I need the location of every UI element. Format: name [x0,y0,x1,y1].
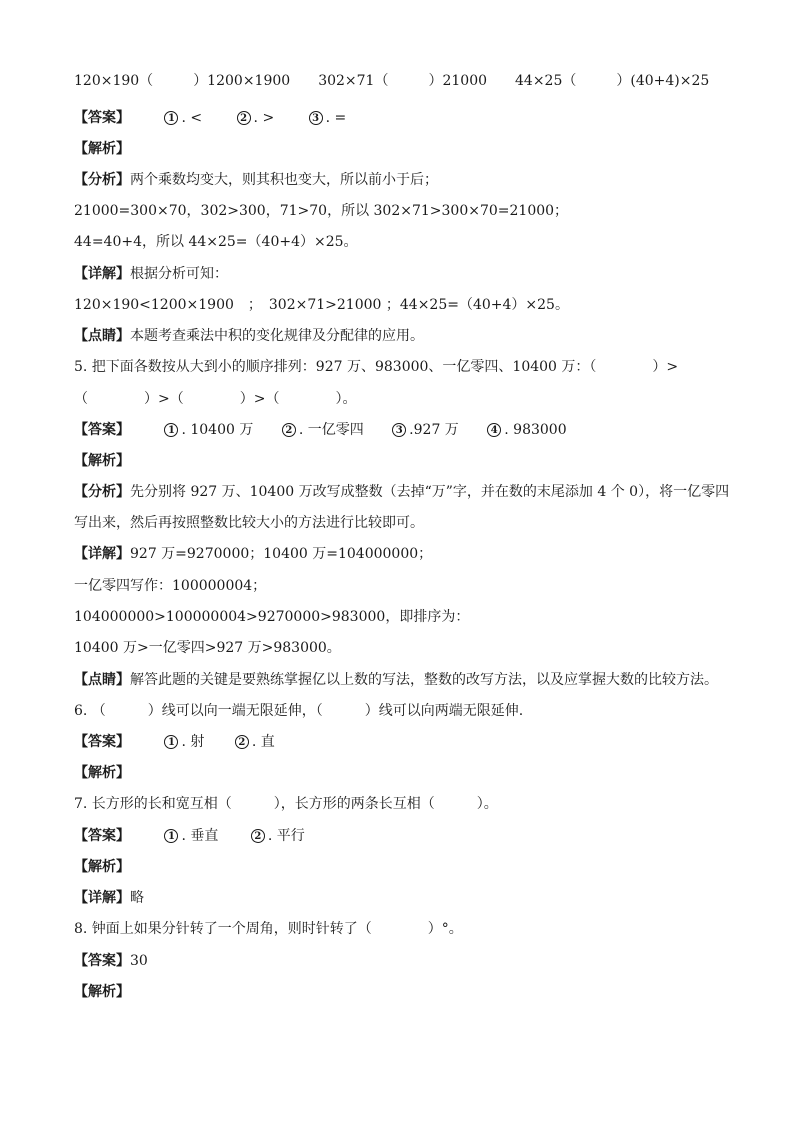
q4-cmp3-left: 44×25（ [515,73,577,89]
q4-cmp3-right: ）(40+4)×25 [616,73,710,89]
detail-line: 一亿零四写作：100000004； [74,578,267,594]
jiexi-heading: 【解析】 [74,141,130,157]
circled-number: 2 [251,829,265,843]
answer-item: 2 . 平行 [251,827,305,845]
circled-number: 3 [392,423,406,437]
circled-number: 2 [237,111,251,125]
q5-answer-line [74,421,734,439]
answer-tag: 【答案】 [74,734,130,750]
comment-line [74,327,734,345]
detail-line [74,889,734,907]
q4-cmp1-right: ）1200×1900 [193,73,291,89]
q4-cmp1-left: 120×190（ [74,73,154,89]
answer-item: 1 . 垂直 [164,827,218,845]
circled-number: 2 [282,423,296,437]
comment-line [74,671,734,689]
analysis-tag: 【分析】 [74,172,130,188]
detail-tag: 【详解】 [74,890,130,906]
q5-stem: 5. 把下面各数按从大到小的顺序排列：927 万、983000、一亿零四、10400 万：（ ）> [74,359,679,375]
circled-number: 1 [164,423,178,437]
answer-value: > [262,110,275,126]
answer-value: 垂直 [190,828,219,844]
answer-item: 3 .927 万 [392,421,459,439]
answer-value: < [190,110,203,126]
q6-stem: 6. （ ）线可以向一端无限延伸，（ ）线可以向两端无限延伸. [74,703,524,719]
answer-value: 30 [130,953,148,969]
answer-value: = [334,110,347,126]
q5-stem-cont: （ ）>（ ）>（ ）。 [74,391,357,407]
answer-tag: 【答案】 [74,953,130,969]
answer-item: 2 . 一亿零四 [282,421,364,439]
detail-text: 927 万=9270000；10400 万=104000000； [130,546,433,562]
answer-tag: 【答案】 [74,828,130,844]
answer-item: 1 . 射 [164,733,204,751]
q4-cmp2-left: 302×71（ [318,73,389,89]
analysis-line: 写出来，然后再按照整数比较大小的方法进行比较即可。 [74,515,424,531]
answer-value: 927 万 [413,422,459,438]
analysis-text: 先分别将 927 万、10400 万改写成整数（去掉“万”字，并在数的末尾添加 4 个 0），将一亿零四 [130,484,730,500]
answer-item: 2 . 直 [235,733,275,751]
answer-value: 直 [260,734,275,750]
q4-answer-line [74,109,734,127]
comment-tag: 【点睛】 [74,672,130,688]
comment-text: 本题考查乘法中积的变化规律及分配律的应用。 [130,328,424,344]
analysis-line [74,483,734,501]
answer-value: 平行 [276,828,305,844]
q8-answer-line [74,952,734,970]
q4-stem [74,72,734,90]
answer-value: 983000 [513,422,567,438]
jiexi-heading: 【解析】 [74,859,130,875]
answer-value: 一亿零四 [307,422,364,438]
circled-number: 2 [235,735,249,749]
analysis-line [74,171,734,189]
detail-tag: 【详解】 [74,266,130,282]
detail-text: 根据分析可知： [130,266,228,282]
answer-tag: 【答案】 [74,110,130,126]
analysis-text: 两个乘数均变大，则其积也变大，所以前小于后； [130,172,438,188]
jiexi-heading: 【解析】 [74,453,130,469]
q8-stem: 8. 钟面上如果分针转了一个周角，则时针转了（ ）°。 [74,921,463,937]
analysis-line: 44=40+4，所以 44×25=（40+4）×25。 [74,234,358,250]
answer-item: 3 . = [309,109,347,127]
answer-value: 10400 万 [190,422,254,438]
q7-answer-line [74,827,734,845]
circled-number: 1 [164,829,178,843]
detail-line: 10400 万>一亿零四>927 万>983000。 [74,640,341,656]
answer-tag: 【答案】 [74,422,130,438]
comment-tag: 【点睛】 [74,328,130,344]
detail-tag: 【详解】 [74,546,130,562]
analysis-line: 21000=300×70，302>300，71>70，所以 302×71>300×70=21000； [74,203,569,219]
answer-value: 射 [190,734,205,750]
detail-text: 略 [130,890,144,906]
answer-item: 2 . > [237,109,275,127]
circled-number: 4 [487,423,501,437]
detail-line [74,545,734,563]
comment-text: 解答此题的关键是要熟练掌握亿以上数的写法，整数的改写方法，以及应掌握大数的比较方法。 [130,672,718,688]
jiexi-heading: 【解析】 [74,984,130,1000]
circled-number: 1 [164,735,178,749]
analysis-tag: 【分析】 [74,484,130,500]
answer-item: 1 . 10400 万 [164,421,253,439]
answer-item: 4 . 983000 [487,421,566,439]
detail-line: 120×190<1200×1900 ； 302×71>21000 ；44×25=（40+4）×25。 [74,297,569,313]
detail-line: 104000000>100000004>9270000>983000，即排序为： [74,609,470,625]
q7-stem: 7. 长方形的长和宽互相（ ），长方形的两条长互相（ ）。 [74,796,498,812]
detail-line [74,265,734,283]
q4-cmp2-right: ）21000 [428,73,488,89]
answer-item: 1 . < [164,109,202,127]
q6-answer-line [74,733,734,751]
jiexi-heading: 【解析】 [74,765,130,781]
circled-number: 3 [309,111,323,125]
circled-number: 1 [164,111,178,125]
